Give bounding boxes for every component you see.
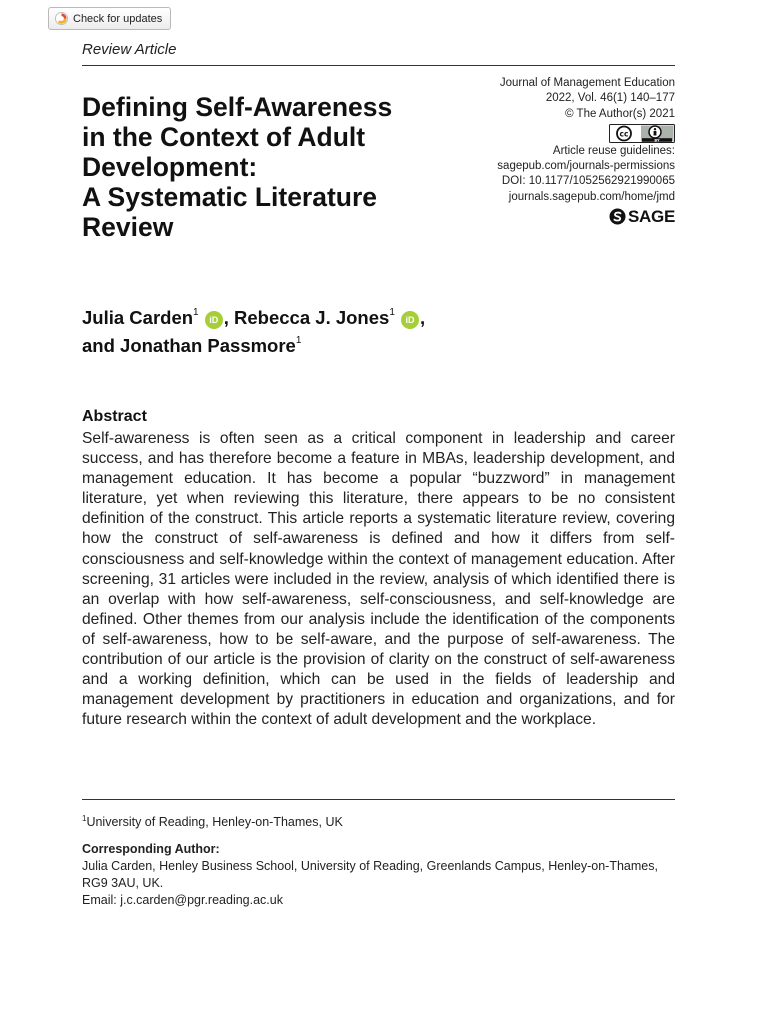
title-line: Development: bbox=[82, 152, 258, 182]
cc-by-icon[interactable] bbox=[609, 124, 675, 143]
reuse-label: Article reuse guidelines: bbox=[552, 144, 675, 157]
journal-info bbox=[415, 76, 675, 230]
affiliation-footnote bbox=[82, 810, 675, 831]
journal-home-link[interactable]: journals.sagepub.com/home/jmd bbox=[508, 190, 675, 203]
abstract-heading: Abstract bbox=[82, 408, 147, 425]
header-divider bbox=[82, 65, 675, 66]
svg-text:cc: cc bbox=[619, 129, 629, 139]
author-name: Rebecca J. Jones bbox=[234, 307, 390, 329]
corresponding-author-heading: Corresponding Author: bbox=[82, 842, 220, 857]
article-type-label: Review Article bbox=[82, 41, 177, 58]
article-title bbox=[82, 92, 462, 242]
journal-copyright: © The Author(s) 2021 bbox=[565, 107, 675, 120]
author-name: Julia Carden bbox=[82, 307, 194, 329]
affiliation-mark: 1 bbox=[389, 307, 395, 318]
permissions-link[interactable]: sagepub.com/journals-permissions bbox=[497, 160, 675, 173]
title-line: Defining Self-Awareness bbox=[82, 92, 393, 122]
update-badge-icon bbox=[55, 12, 68, 25]
orcid-icon[interactable]: iD bbox=[205, 311, 223, 329]
journal-volume: 2022, Vol. 46(1) 140–177 bbox=[545, 92, 675, 105]
journal-name: Journal of Management Education bbox=[499, 77, 675, 89]
affiliation-mark: 1 bbox=[82, 814, 87, 823]
sage-logo bbox=[609, 208, 675, 225]
corresponding-author-email[interactable]: Email: j.c.carden@pgr.reading.ac.uk bbox=[82, 893, 283, 908]
title-line: A Systematic Literature bbox=[82, 182, 378, 212]
affiliation-mark: 1 bbox=[193, 307, 199, 318]
abstract-text: Self-awareness is often seen as a critical component in leadership and career success, and has therefore become a feature in MBAs, leadership development, and management education. It has become a popular “buzzword” in management literature, yet when reviewing this literature, there appears to be no consistent definition of the construct. This article reports a systematic literature review, covering how the construct of self-awareness is defined and how it differs from self-consciousness and self-knowledge within the context of management education. After screening, 31 articles were included in the review, analysis of which identified there is an overlap with how self-awareness, self-consciousness, and self-knowledge are defined. Other themes from our analysis include the identification of the components of self-awareness, how to be self-aware, and the purpose of self-awareness. The contribution of our article is the provision of clarity on the construct of self-awareness and a working definition, which can be used in the fields of leadership and management development by practitioners in education and organizations, and for future research within the context of adult development and the workplace. bbox=[82, 430, 675, 729]
check-for-updates-button[interactable] bbox=[48, 7, 171, 30]
sage-s-icon bbox=[609, 208, 626, 225]
affiliation-mark: 1 bbox=[295, 335, 302, 347]
corresponding-author-address: Julia Carden, Henley Business School, University of Reading, Greenlands Campus, Henley-on-Thames, RG9 3AU, UK. bbox=[82, 859, 658, 891]
orcid-icon[interactable]: iD bbox=[401, 311, 419, 329]
author-name: and Jonathan Passmore bbox=[82, 335, 296, 357]
title-line: in the Context of Adult bbox=[82, 122, 366, 152]
sage-wordmark: SAGE bbox=[628, 206, 675, 226]
check-for-updates-label: Check for updates bbox=[73, 12, 163, 25]
footnotes bbox=[82, 810, 675, 909]
author-list: Julia Carden$^1$ iD , Rebecca J. Jones$^1$ iD , and Jonathan Passmore$^1$ bbox=[82, 307, 426, 357]
doi-text[interactable]: DOI: 10.1177/1052562921990065 bbox=[501, 175, 675, 188]
svg-text:BY: BY bbox=[654, 138, 660, 143]
footnote-divider bbox=[82, 799, 675, 800]
affiliation-text: University of Reading, Henley-on-Thames, UK bbox=[86, 815, 343, 830]
title-line: Review bbox=[82, 212, 174, 242]
